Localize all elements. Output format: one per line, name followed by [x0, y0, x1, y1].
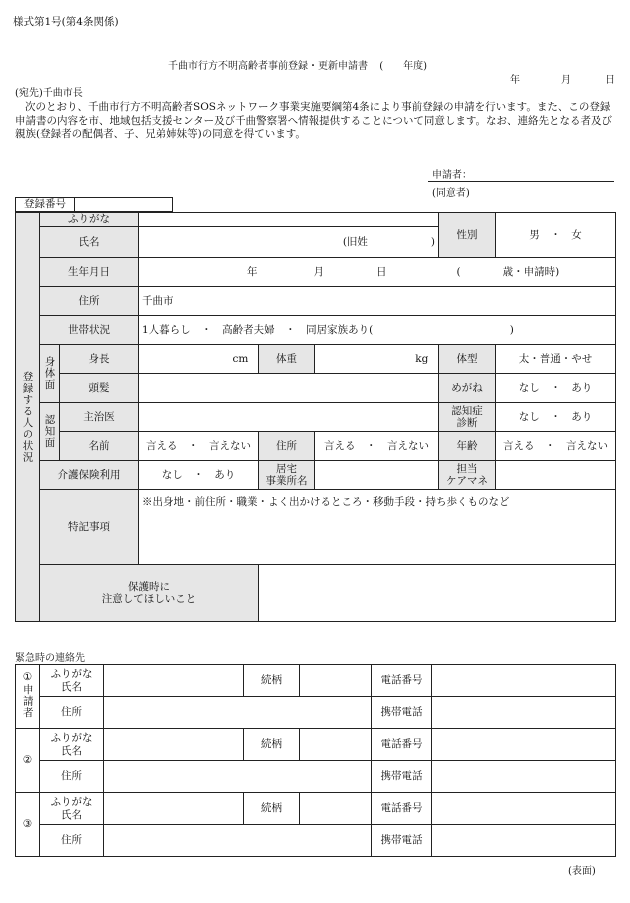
contact-3-relation-label: 続柄	[244, 793, 300, 825]
can-say-address-label: 住所	[259, 432, 315, 461]
addressee: (宛先)千曲市長	[15, 88, 83, 99]
contact-1-relation-field[interactable]	[300, 665, 372, 697]
sex-label: 性別	[439, 213, 496, 258]
height-unit: cm	[232, 352, 249, 365]
contact-1-applicant: 申請者	[21, 683, 34, 719]
furigana-label: ふりがな	[40, 213, 139, 227]
reg-number-label: 登録番号	[16, 198, 75, 212]
build-label: 体型	[439, 345, 496, 374]
address-prefix: 千曲市	[142, 294, 174, 307]
contact-2-phone-label: 電話番号	[372, 729, 432, 761]
contact-3-mobile-label: 携帯電話	[372, 825, 432, 857]
contact-2-phone-field[interactable]	[432, 729, 616, 761]
name-label: 氏名	[40, 227, 139, 258]
care-office-label: 居宅 事業所名	[259, 461, 315, 490]
name-field[interactable]	[139, 227, 439, 258]
household-options[interactable]: 1人暮らし ・ 高齢者夫婦 ・ 同居家族あり( )	[139, 316, 616, 345]
contact-1-address-label: 住所	[40, 697, 104, 729]
applicant-label: 申請者：	[432, 170, 472, 181]
emergency-heading: 緊急時の連絡先	[15, 653, 85, 664]
form-title-year: ( 年度)	[379, 61, 427, 72]
contact-1-phone-label: 電話番号	[372, 665, 432, 697]
care-manager-label: 担当 ケアマネ	[439, 461, 496, 490]
contact-3-mobile-field[interactable]	[432, 825, 616, 857]
contact-1-mobile-field[interactable]	[432, 697, 616, 729]
contact-2-label: ②	[16, 729, 40, 793]
contact-1-label	[16, 665, 40, 729]
page-side-label: (表面)	[568, 866, 596, 877]
cognition-label-text: 認知面	[43, 414, 56, 449]
contact-3-phone-label: 電話番号	[372, 793, 432, 825]
can-say-address-options[interactable]: 言える ・ 言えない	[315, 432, 439, 461]
height-label: 身長	[60, 345, 139, 374]
height-field[interactable]	[139, 345, 259, 374]
registration-table	[15, 212, 616, 622]
contact-2-address-field[interactable]	[104, 761, 372, 793]
contact-3-name-label: ふりがな 氏名	[40, 793, 104, 825]
dementia-label: 認知症 診断	[439, 403, 496, 432]
notes-field[interactable]	[139, 490, 616, 565]
household-label: 世帯状況	[40, 316, 139, 345]
contact-2-relation-label: 続柄	[244, 729, 300, 761]
birth-field[interactable]	[139, 258, 616, 287]
address-field[interactable]	[139, 287, 616, 316]
cognition-label	[40, 403, 60, 461]
consent-label: (同意者)	[432, 188, 470, 199]
contact-3-label: ③	[16, 793, 40, 857]
contact-2-mobile-field[interactable]	[432, 761, 616, 793]
contact-1-number: ①	[22, 671, 33, 684]
can-say-age-options[interactable]: 言える ・ 言えない	[496, 432, 616, 461]
build-options[interactable]: 太・普通・やせ	[496, 345, 616, 374]
date-year: 年	[510, 75, 520, 86]
glasses-label: めがね	[439, 374, 496, 403]
form-title	[168, 57, 427, 72]
contact-2-address-label: 住所	[40, 761, 104, 793]
address-label: 住所	[40, 287, 139, 316]
caution-field[interactable]	[259, 565, 616, 622]
birth-day-label: 日	[376, 265, 387, 278]
form-number: 様式第1号(第4条関係)	[13, 16, 119, 28]
contact-3-address-label: 住所	[40, 825, 104, 857]
registration-side-text: 登録する人の状況	[21, 371, 34, 463]
contact-1-name-field[interactable]	[104, 665, 244, 697]
doctor-label: 主治医	[60, 403, 139, 432]
birth-year-label: 年	[247, 265, 258, 278]
care-manager-field[interactable]	[496, 461, 616, 490]
contact-1-phone-field[interactable]	[432, 665, 616, 697]
weight-field[interactable]	[315, 345, 439, 374]
contact-3-phone-field[interactable]	[432, 793, 616, 825]
can-say-name-label: 名前	[60, 432, 139, 461]
insurance-options[interactable]: なし ・ あり	[139, 461, 259, 490]
furigana-field[interactable]	[139, 213, 439, 227]
body-label	[40, 345, 60, 403]
date-day: 日	[605, 75, 615, 86]
doctor-field[interactable]	[139, 403, 439, 432]
applicant-line	[428, 181, 614, 182]
hair-label: 頭髪	[60, 374, 139, 403]
hair-field[interactable]	[139, 374, 439, 403]
weight-label: 体重	[259, 345, 315, 374]
glasses-options[interactable]: なし ・ あり	[496, 374, 616, 403]
contact-2-relation-field[interactable]	[300, 729, 372, 761]
registration-side-label	[16, 213, 40, 622]
reg-number-field[interactable]	[75, 198, 173, 212]
birth-age-label: ( 歳・申請時)	[456, 265, 560, 278]
contact-1-mobile-label: 携帯電話	[372, 697, 432, 729]
can-say-age-label: 年齢	[439, 432, 496, 461]
notes-hint: ※出身地・前住所・職業・よく出かけるところ・移動手段・持ち歩くものなど	[142, 496, 510, 508]
intro-text: 次のとおり、千曲市行方不明高齢者SOSネットワーク事業実施要綱第4条により事前登録の申請を行います。また、この登録申請書の内容を市、地域包括支援センター及び千曲警察署へ情報提供することについて同意します。なお、連絡先となる者及び親族(登録者の配偶者、子、兄弟姉妹等)の同意を得ています。	[15, 101, 613, 140]
contact-1-address-field[interactable]	[104, 697, 372, 729]
can-say-name-options[interactable]: 言える ・ 言えない	[139, 432, 259, 461]
contact-3-relation-field[interactable]	[300, 793, 372, 825]
dementia-options[interactable]: なし ・ あり	[496, 403, 616, 432]
caution-label: 保護時に 注意してほしいこと	[40, 565, 259, 622]
contact-3-address-field[interactable]	[104, 825, 372, 857]
contact-2-mobile-label: 携帯電話	[372, 761, 432, 793]
contact-1-relation-label: 続柄	[244, 665, 300, 697]
sex-options[interactable]: 男 ・ 女	[496, 213, 616, 258]
maiden-name-label: (旧姓 )	[342, 235, 436, 248]
birth-month-label: 月	[313, 265, 324, 278]
contact-2-name-label: ふりがな 氏名	[40, 729, 104, 761]
birth-label: 生年月日	[40, 258, 139, 287]
weight-unit: kg	[415, 352, 429, 365]
reg-number-box	[15, 197, 173, 212]
date-month: 月	[561, 75, 571, 86]
insurance-label: 介護保険利用	[40, 461, 139, 490]
contact-1-name-label: ふりがな 氏名	[40, 665, 104, 697]
notes-label: 特記事項	[40, 490, 139, 565]
form-title-text: 千曲市行方不明高齢者事前登録・更新申請書	[168, 61, 368, 72]
emergency-table	[15, 664, 616, 857]
contact-3-name-field[interactable]	[104, 793, 244, 825]
body-label-text: 身体面	[43, 356, 56, 391]
care-office-field[interactable]	[315, 461, 439, 490]
contact-2-name-field[interactable]	[104, 729, 244, 761]
